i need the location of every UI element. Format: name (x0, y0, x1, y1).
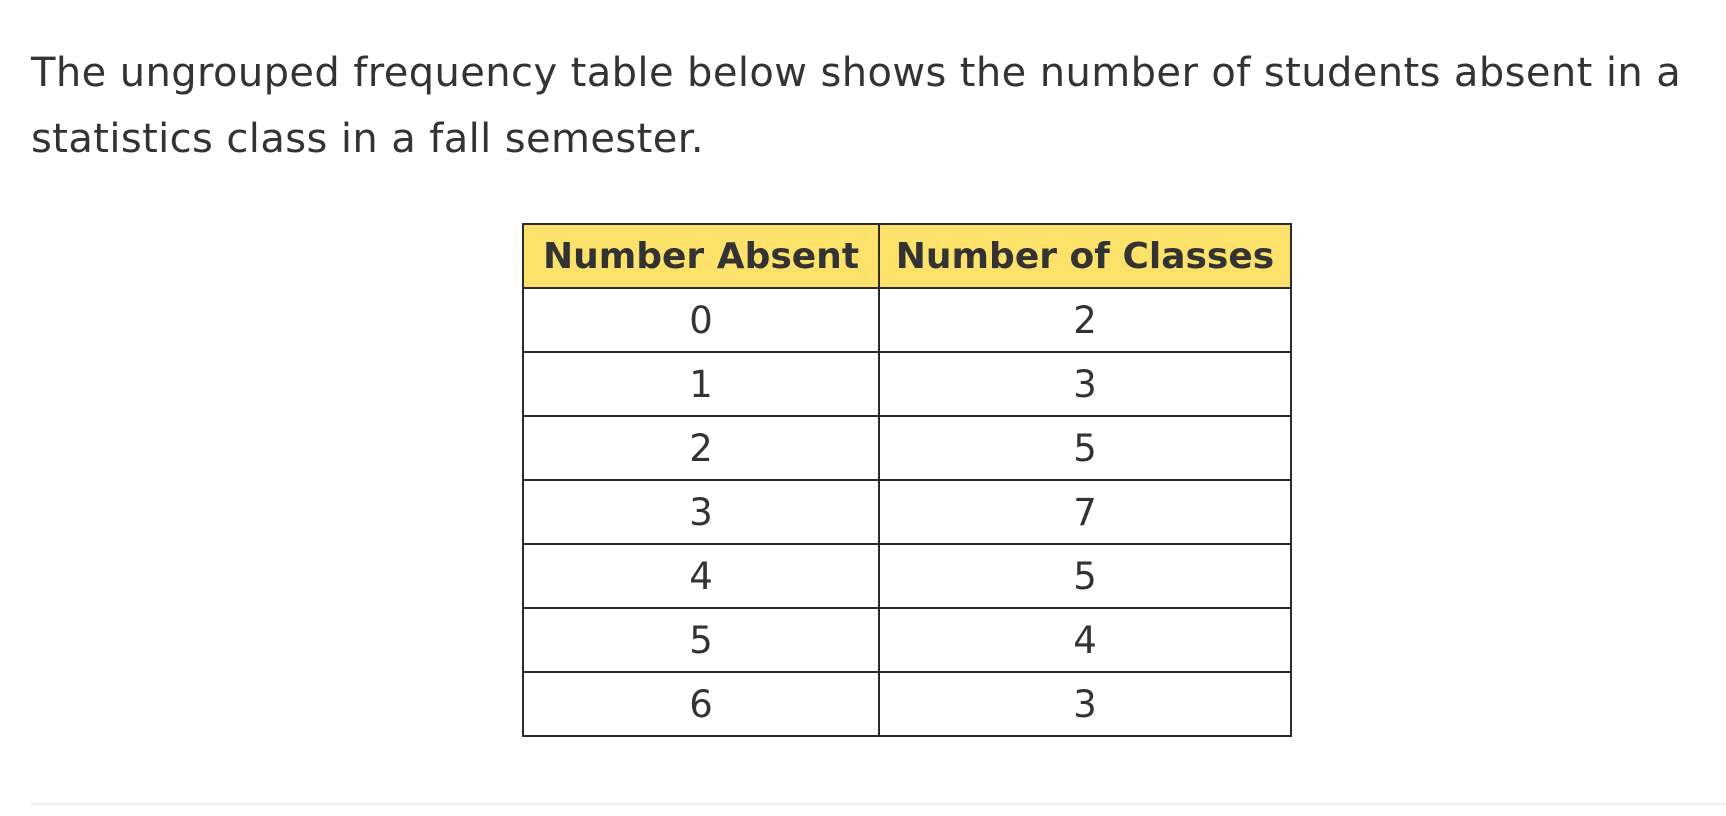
table-row (523, 352, 1291, 416)
section-divider (31, 803, 1726, 805)
cell-number-of-classes: 7 (879, 480, 1291, 544)
cell-number-absent: 4 (523, 544, 879, 608)
cell-number-of-classes: 3 (879, 672, 1291, 736)
frequency-table (522, 223, 1292, 737)
intro-paragraph: The ungrouped frequency table below shows the number of students absent in a statistics class in a fall semester. (31, 50, 1682, 162)
cell-number-absent: 1 (523, 352, 879, 416)
cell-number-absent: 0 (523, 288, 879, 352)
table-row (523, 544, 1291, 608)
cell-number-absent: 5 (523, 608, 879, 672)
header-number-of-classes: Number of Classes (879, 224, 1291, 288)
table-header-row (523, 224, 1291, 288)
header-number-absent: Number Absent (523, 224, 879, 288)
table-row (523, 672, 1291, 736)
cell-number-absent: 2 (523, 416, 879, 480)
cell-number-of-classes: 5 (879, 416, 1291, 480)
cell-number-of-classes: 3 (879, 352, 1291, 416)
table-row (523, 288, 1291, 352)
table-row (523, 416, 1291, 480)
cell-number-absent: 6 (523, 672, 879, 736)
cell-number-of-classes: 4 (879, 608, 1291, 672)
table-row (523, 608, 1291, 672)
table-row (523, 480, 1291, 544)
cell-number-of-classes: 2 (879, 288, 1291, 352)
cell-number-absent: 3 (523, 480, 879, 544)
cell-number-of-classes: 5 (879, 544, 1291, 608)
